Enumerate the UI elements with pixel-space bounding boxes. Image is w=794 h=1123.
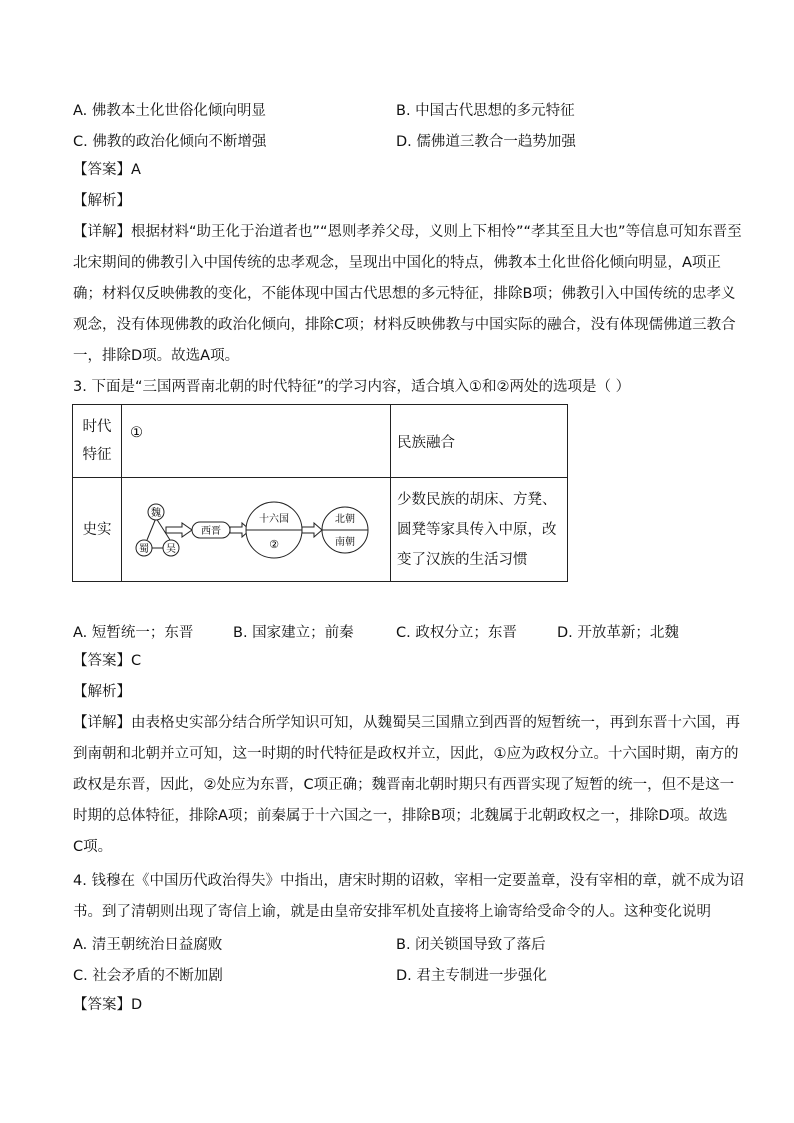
q3-fact-line: 圆凳等家具传入中原，改 [397, 521, 557, 538]
q4-stem-line: 4. 钱穆在《中国历代政治得失》中指出，唐宋时期的诏敕，宰相一定要盖章，没有宰相的章，就不成为诏 [73, 873, 744, 889]
wu-label: 吴 [166, 543, 176, 555]
sixteen-kingdoms-label: 十六国 [259, 513, 289, 525]
q2-detail-line: 【详解】根据材料“助王化于治道者也”“恩则孝养父母，义则上下相怜”“孝其至且大也”等信息可知东晋至 [73, 224, 742, 240]
shu-label: 蜀 [139, 543, 149, 555]
q2-option-d: D. 儒佛道三教合一趋势加强 [396, 134, 576, 150]
south-dynasty-label: 南朝 [335, 536, 355, 548]
q4-stem-line: 书。到了清朝则出现了寄信上谕，就是由皇帝安排军机处直接将上谕寄给受命令的人。这种变化说明 [73, 904, 711, 920]
q3-diagram [122, 480, 382, 580]
q3-option-c: C. 政权分立；东晋 [396, 625, 517, 641]
q3-table [72, 404, 568, 582]
q2-detail-line: 北宋期间的佛教引入中国传统的忠孝观念，呈现出中国化的特点，佛教本土化世俗化倾向明显，A项正 [73, 255, 721, 271]
q2-analysis-label: 【解析】 [73, 193, 131, 209]
q3-row1-right [391, 405, 568, 478]
q3-detail-line: C项。 [73, 839, 113, 855]
arrow-icon [166, 523, 192, 537]
xijin-label: 西晋 [201, 525, 221, 537]
q3-stem: 3. 下面是“三国两晋南北朝的时代特征”的学习内容，适合填入①和②两处的选项是（ ） [73, 379, 631, 395]
q3-fact-line: 少数民族的胡床、方凳、 [397, 491, 557, 508]
blank-2-label: ② [269, 537, 279, 551]
q2-option-b: B. 中国古代思想的多元特征 [396, 103, 575, 119]
q2-option-a: A. 佛教本土化世俗化倾向明显 [73, 103, 266, 119]
q2-detail-line: 观念，没有体现佛教的政治化倾向，排除C项；材料反映佛教与中国实际的融合，没有体现儒佛道三教合 [73, 317, 736, 333]
q3-blank-1-cell [122, 405, 391, 478]
q4-option-b: B. 闭关锁国导致了落后 [396, 937, 546, 953]
q2-detail-line: 一，排除D项。故选A项。 [73, 348, 240, 364]
q4-option-d: D. 君主专制进一步强化 [396, 968, 547, 984]
q3-option-d: D. 开放革新；北魏 [557, 625, 679, 641]
q4-option-a: A. 清王朝统治日益腐败 [73, 937, 223, 953]
q3-row1-label-line: 时代 [82, 419, 112, 435]
q3-blank-1: ① [130, 425, 143, 441]
q2-option-c: C. 佛教的政治化倾向不断增强 [73, 134, 267, 150]
arrow-icon [302, 523, 322, 537]
q3-row2-label: 史实 [73, 478, 122, 582]
q3-row1-label-line: 特征 [82, 447, 112, 463]
q4-option-c: C. 社会矛盾的不断加剧 [73, 968, 223, 984]
q3-row1-label [73, 405, 122, 478]
q2-answer: 【答案】A [73, 162, 141, 178]
q3-row2-right [391, 478, 568, 582]
q3-option-b: B. 国家建立；前秦 [233, 625, 354, 641]
q3-detail-line: 政权是东晋，因此，②处应为东晋，C项正确；魏晋南北朝时期只有西晋实现了短暂的统一，但不是这一 [73, 777, 735, 793]
q3-detail-line: 到南朝和北朝并立可知，这一时期的时代特征是政权并立，因此，①应为政权分立。十六国时期，南方的 [73, 746, 739, 762]
q3-fact-line: 变了汉族的生活习惯 [397, 551, 528, 568]
q3-detail-line: 【详解】由表格史实部分结合所学知识可知，从魏蜀吴三国鼎立到西晋的短暂统一，再到东晋十六国，再 [73, 715, 740, 731]
q3-answer: 【答案】C [73, 653, 142, 669]
q3-analysis-label: 【解析】 [73, 684, 131, 700]
q3-diagram-cell [122, 478, 391, 582]
q2-detail-line: 确；材料仅反映佛教的变化，不能体现中国古代思想的多元特征，排除B项；佛教引入中国传统的忠孝义 [73, 286, 736, 302]
north-dynasty-label: 北朝 [335, 513, 355, 525]
q3-ethnic-integration: 民族融合 [397, 434, 455, 451]
q3-option-a: A. 短暂统一；东晋 [73, 625, 194, 641]
wei-label: 魏 [151, 507, 161, 519]
q3-detail-line: 时期的总体特征，排除A项；前秦属于十六国之一，排除B项；北魏属于北朝政权之一，排除D项。故选 [73, 808, 728, 824]
q4-answer: 【答案】D [73, 997, 143, 1013]
